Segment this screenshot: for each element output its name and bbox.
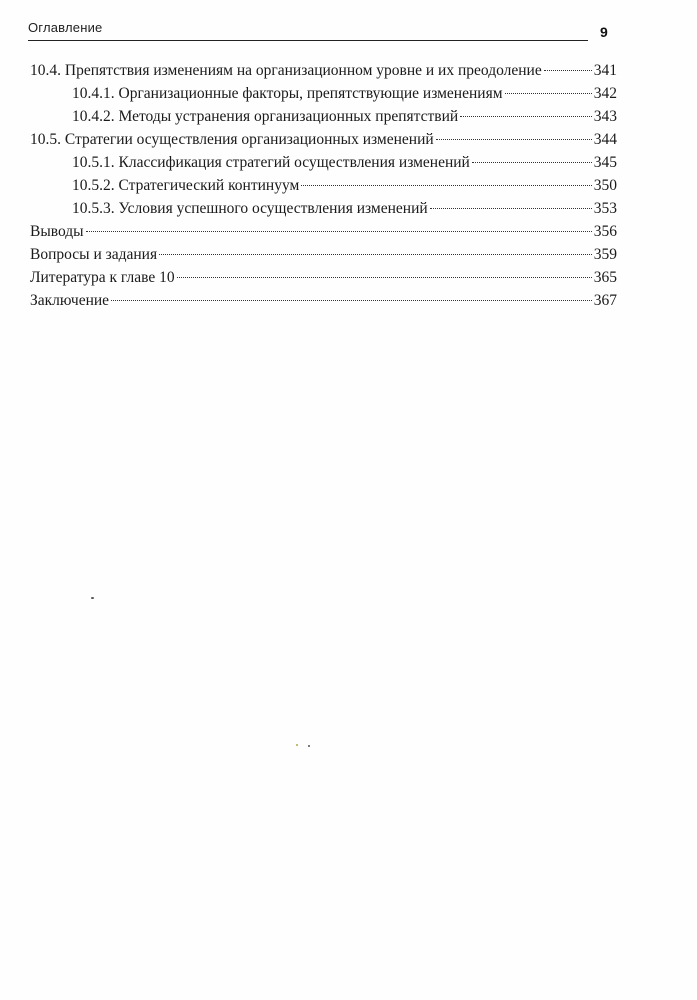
toc-entry-page: 356 [593,223,617,240]
toc-entry-label: 10.5.2. Стратегический континуум [72,177,300,194]
toc-entry-label: Литература к главе 10 [30,269,175,286]
toc-entry-page: 350 [593,177,617,194]
toc-entry-label: 10.4.2. Методы устранения организационных препятствий [72,108,459,125]
dot-leader [301,185,591,186]
dot-leader [544,70,592,71]
toc-entry-label: Вопросы и задания [30,246,158,263]
toc-entry-page: 345 [593,154,617,171]
toc-entry-label: 10.5.3. Условия успешного осуществления изменений [72,200,428,217]
toc-entry-page: 353 [593,200,617,217]
toc-entry [30,62,617,85]
toc-entry-page: 343 [593,108,617,125]
toc-entry-page: 342 [593,85,617,102]
toc-entry-label: Выводы [30,223,84,240]
toc-entry-label: 10.4. Препятствия изменениям на организационном уровне и их преодоление [30,62,542,79]
toc-entry-label: 10.5.1. Классификация стратегий осуществления изменений [72,154,470,171]
toc-entry-page: 367 [593,292,617,309]
toc-entry [30,246,617,269]
dot-leader [159,254,592,255]
toc-entry-page: 365 [593,269,617,286]
toc-entry-label: 10.4.1. Организационные факторы, препятствующие изменениям [72,85,503,102]
table-of-contents [30,62,617,315]
toc-entry-page: 344 [593,131,617,148]
toc-entry [30,200,617,223]
scan-speck [91,597,94,599]
toc-entry-label: Заключение [30,292,110,309]
toc-entry-page: 341 [593,62,617,79]
dot-leader [177,277,592,278]
dot-leader [430,208,592,209]
running-title: Оглавление [28,20,103,35]
toc-entry-label: 10.5. Стратегии осуществления организационных изменений [30,131,434,148]
scan-speck [296,744,298,746]
dot-leader [472,162,592,163]
toc-entry [30,223,617,246]
toc-entry [30,131,617,154]
toc-entry [30,269,617,292]
dot-leader [505,93,592,94]
dot-leader [86,231,592,232]
toc-entry [30,292,617,315]
page-number: 9 [600,24,608,40]
running-header [28,18,588,41]
toc-entry [30,177,617,200]
dot-leader [436,139,592,140]
toc-entry [30,85,617,108]
toc-entry [30,108,617,131]
scan-speck [308,745,310,747]
toc-entry [30,154,617,177]
dot-leader [460,116,592,117]
toc-entry-page: 359 [593,246,617,263]
dot-leader [111,300,592,301]
